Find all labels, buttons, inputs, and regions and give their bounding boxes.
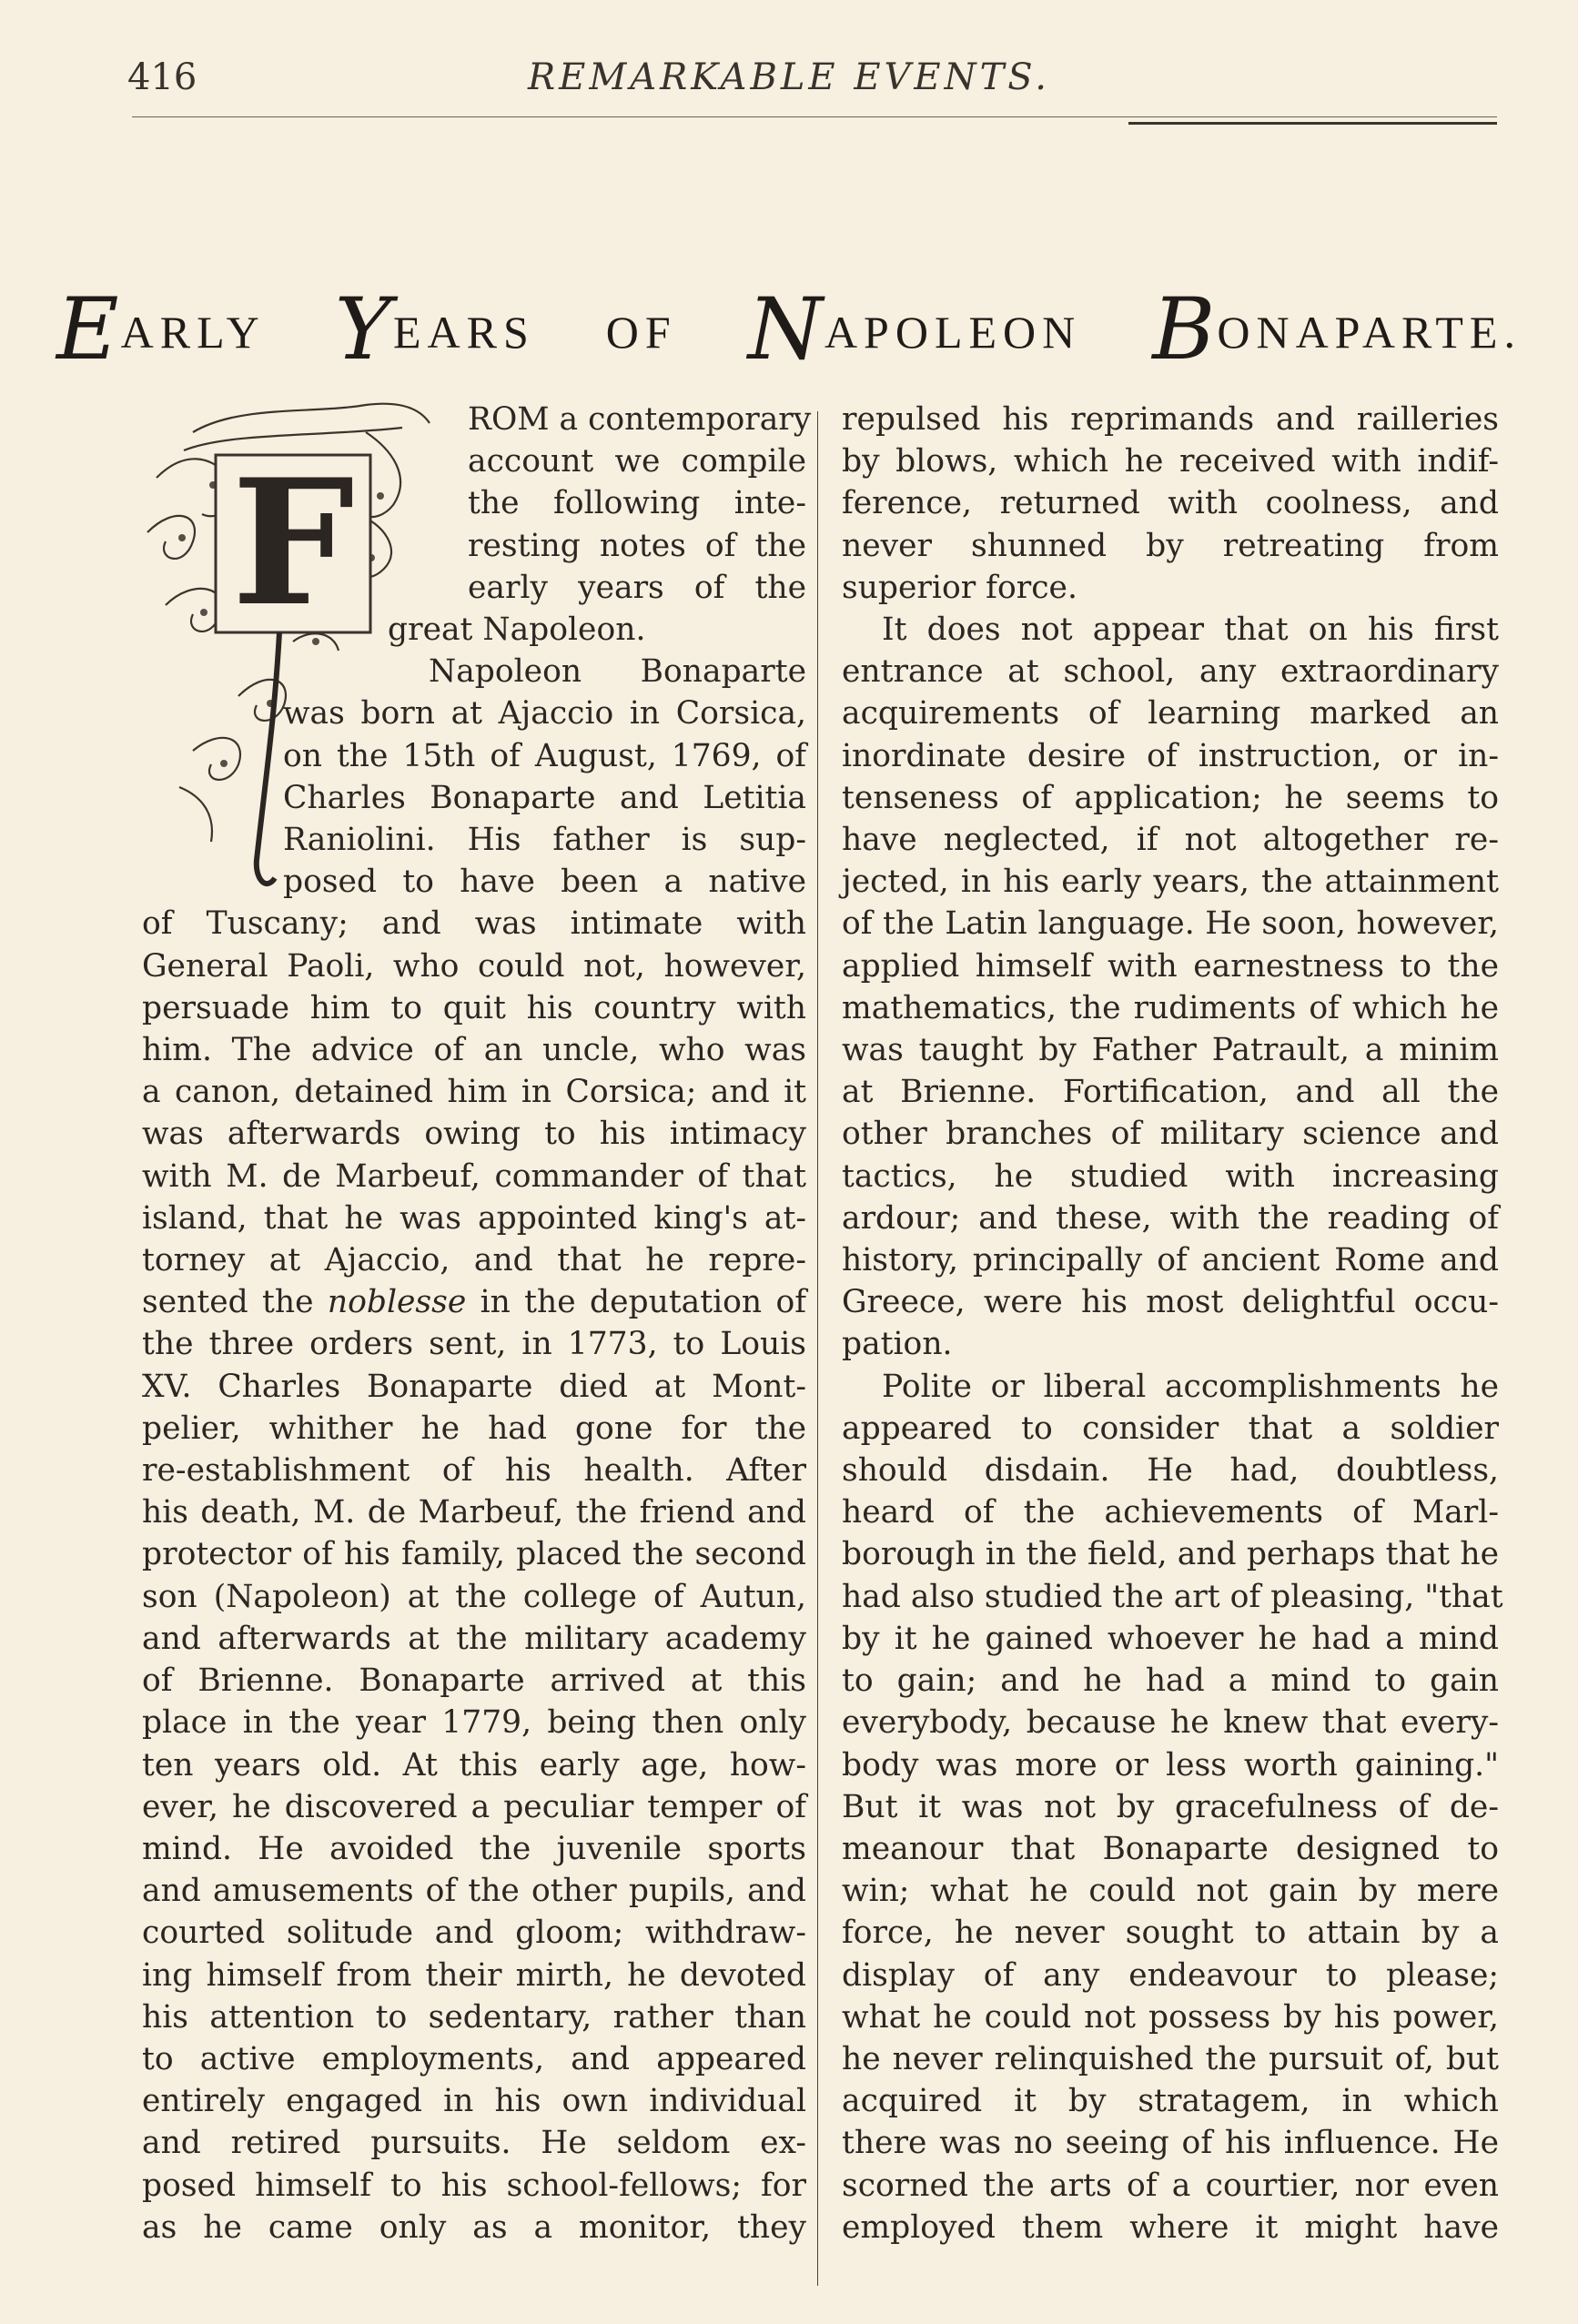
text-line: ing himself from their mirth, he devoted: [142, 1956, 806, 1994]
text-line: entrance at school, any extraordinary: [842, 653, 1499, 691]
text-line: acquired it by stratagem, in which: [842, 2083, 1499, 2120]
title-word-bonaparte: BONAPARTE.: [1152, 280, 1522, 379]
text-line: entirely engaged in his own individual: [142, 2083, 806, 2120]
text-line: persuade him to quit his country with: [142, 989, 806, 1026]
text-line: But it was not by gracefulness of de-: [842, 1788, 1499, 1825]
text-line: employed them where it might have: [842, 2208, 1499, 2246]
text-line: body was more or less worth gaining.": [842, 1746, 1499, 1783]
text-line: acquirements of learning marked an: [842, 695, 1499, 733]
text-line: mathematics, the rudiments of which he: [842, 989, 1499, 1026]
text-line: repulsed his reprimands and railleries: [842, 401, 1499, 438]
text-line: have neglected, if not altogether re-: [842, 822, 1499, 859]
text-line: scorned the arts of a courtier, nor even: [842, 2167, 1499, 2204]
text-line: meanour that Bonaparte designed to: [842, 1830, 1499, 1867]
text-line: great Napoleon.: [388, 611, 646, 649]
header-rule-thick: [1128, 122, 1497, 125]
text-line: by blows, which he received with indif-: [842, 443, 1499, 480]
text-line: General Paoli, who could not, however,: [142, 947, 806, 985]
text-line: win; what he could not gain by mere: [842, 1873, 1499, 1910]
text-line: everybody, because he knew that every-: [842, 1704, 1499, 1742]
page-number: 416: [127, 56, 197, 98]
text-line: his attention to sedentary, rather than: [142, 1998, 806, 2036]
text-line: resting notes of the: [468, 527, 806, 564]
text-line: Napoleon Bonaparte: [429, 653, 806, 691]
text-line: on the 15th of August, 1769, of: [283, 737, 806, 774]
text-line: never shunned by retreating from: [842, 527, 1499, 564]
title-word-early: EARLY: [56, 280, 264, 379]
text-line: pation.: [842, 1326, 953, 1363]
text-line: Greece, were his most delightful occu-: [842, 1284, 1499, 1321]
text-line: and amusements of the other pupils, and: [142, 1873, 806, 1910]
running-title: REMARKABLE EVENTS.: [528, 56, 1050, 98]
text-line: of Brienne. Bonaparte arrived at this: [142, 1662, 806, 1700]
text-line: what he could not possess by his power,: [842, 1998, 1499, 2036]
text-line: early years of the: [468, 569, 806, 606]
text-line: tactics, he studied with increasing: [842, 1157, 1499, 1195]
text-line: Polite or liberal accomplishments he: [882, 1368, 1499, 1405]
text-line: had also studied the art of pleasing, "that: [842, 1578, 1503, 1615]
text-line: tenseness of application; he seems to: [842, 779, 1499, 816]
text-line: son (Napoleon) at the college of Autun,: [142, 1578, 806, 1615]
text-line: posed himself to his school-fellows; for: [142, 2167, 806, 2204]
text-line: island, that he was appointed king's at-: [142, 1199, 806, 1237]
text-line-with-italic: sented the noblesse in the deputation of: [142, 1284, 807, 1321]
text-line: appeared to consider that a soldier: [842, 1410, 1499, 1447]
text-line: ardour; and these, with the reading of: [842, 1199, 1499, 1237]
text-line: the following inte-: [468, 485, 806, 522]
text-line: him. The advice of an uncle, who was: [142, 1032, 806, 1069]
text-line: Raniolini. His father is sup-: [283, 822, 806, 859]
text-line: force, he never sought to attain by a: [842, 1915, 1499, 1952]
text-line: by it he gained whoever he had a mind: [842, 1620, 1499, 1657]
text-line: his death, M. de Marbeuf, the friend and: [142, 1494, 806, 1531]
text-line: account we compile: [468, 443, 806, 480]
text-line: torney at Ajaccio, and that he repre-: [142, 1242, 806, 1279]
title-word-years: YEARS: [334, 280, 535, 379]
text-line: posed to have been a native: [283, 864, 806, 901]
text-line: other branches of military science and: [842, 1116, 1499, 1153]
text-line: pelier, whither he had gone for the: [142, 1410, 806, 1447]
text-line: to active employments, and appeared: [142, 2040, 806, 2077]
drop-cap-letter: F: [231, 441, 355, 644]
right-column: [842, 399, 1503, 2248]
text-line: ten years old. At this early age, how-: [142, 1746, 806, 1783]
text-line: ROM a contemporary: [468, 401, 812, 438]
text-line: display of any endeavour to please;: [842, 1956, 1499, 1994]
text-line: with M. de Marbeuf, commander of that: [142, 1157, 806, 1195]
text-line: place in the year 1779, being then only: [142, 1704, 806, 1742]
text-line: re-establishment of his health. After: [142, 1452, 806, 1490]
text-line: courted solitude and gloom; withdraw-: [142, 1915, 806, 1952]
text-line: ference, returned with coolness, and: [842, 485, 1499, 522]
text-line: jected, in his early years, the attainment: [842, 864, 1499, 901]
text-line: superior force.: [842, 569, 1077, 606]
text-line: protector of his family, placed the second: [142, 1536, 806, 1573]
header-rule: [132, 116, 1497, 117]
article-title: [0, 269, 1578, 379]
text-line: It does not appear that on his first: [882, 611, 1499, 649]
left-column: [142, 399, 812, 2248]
text-line: and afterwards at the military academy: [142, 1620, 806, 1657]
text-line: mind. He avoided the juvenile sports: [142, 1830, 806, 1867]
text-line: was taught by Father Patrault, a minim: [842, 1032, 1499, 1069]
text-line: a canon, detained him in Corsica; and it: [142, 1074, 806, 1111]
text-line: of Tuscany; and was intimate with: [142, 905, 806, 943]
text-line: of the Latin language. He soon, however,: [842, 905, 1499, 943]
column-divider: [817, 411, 818, 2286]
text-line: heard of the achievements of Marl-: [842, 1494, 1499, 1531]
text-line: should disdain. He had, doubtless,: [842, 1452, 1499, 1490]
text-line: and retired pursuits. He seldom ex-: [142, 2125, 806, 2162]
text-line: ever, he discovered a peculiar temper of: [142, 1788, 806, 1825]
text-line: applied himself with earnestness to the: [842, 947, 1499, 985]
text-line: at Brienne. Fortification, and all the: [842, 1074, 1499, 1111]
text-line: there was no seeing of his influence. He: [842, 2125, 1499, 2162]
text-line: he never relinquished the pursuit of, but: [842, 2040, 1499, 2077]
text-line: Charles Bonaparte and Letitia: [283, 779, 806, 816]
text-line: history, principally of ancient Rome and: [842, 1242, 1499, 1279]
text-line: to gain; and he had a mind to gain: [842, 1662, 1499, 1700]
text-line: was afterwards owing to his intimacy: [142, 1116, 806, 1153]
page-header: [0, 56, 1578, 111]
text-line: as he came only as a monitor, they: [142, 2208, 806, 2246]
title-word-napoleon: NAPOLEON: [747, 280, 1082, 379]
text-line: was born at Ajaccio in Corsica,: [283, 695, 806, 733]
text-line: inordinate desire of instruction, or in-: [842, 737, 1499, 774]
text-line: the three orders sent, in 1773, to Louis: [142, 1326, 806, 1363]
text-line: XV. Charles Bonaparte died at Mont-: [142, 1368, 806, 1405]
title-word-of: OF: [605, 307, 677, 358]
text-line: borough in the field, and perhaps that he: [842, 1536, 1499, 1573]
